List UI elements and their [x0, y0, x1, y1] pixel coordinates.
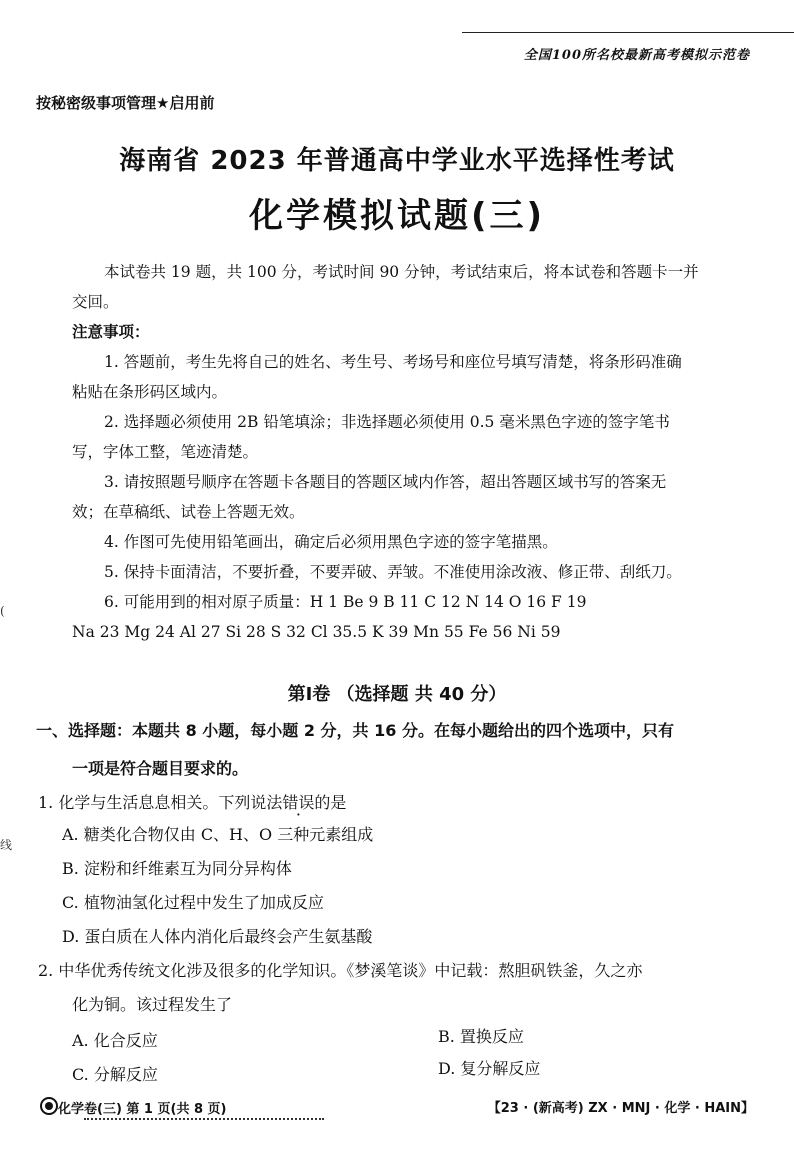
- question-1-option-d: D. 蛋白质在人体内消化后最终会产生氨基酸: [62, 927, 373, 946]
- question-1-stem-pre: 1. 化学与生活息息相关。下列说法: [38, 793, 283, 812]
- question-1-stem-emphasis: 错误: [282, 793, 315, 812]
- instruction-line-1: 一、选择题：本题共 8 小题，每小题 2 分，共 16 分。在每小题给出的四个选项中，只有: [36, 721, 674, 740]
- note-line: 1. 答题前，考生先将自己的姓名、考生号、考场号和座位号填写清楚，将条形码准确: [104, 353, 682, 371]
- note-line: Na 23 Mg 24 Al 27 Si 28 S 32 Cl 35.5 K 39 Mn 55 Fe 56 Ni 59: [72, 623, 561, 641]
- question-2-option-a: A. 化合反应: [72, 1031, 158, 1050]
- instruction-line-2: 一项是符合题目要求的。: [72, 759, 249, 778]
- question-2-stem-line-1: 2. 中华优秀传统文化涉及很多的化学知识。《梦溪笔谈》中记载：熬胆矾铁釜，久之亦: [38, 961, 643, 980]
- note-line: 6. 可能用到的相对原子质量：H 1 Be 9 B 11 C 12 N 14 O 16 F 19: [104, 593, 587, 611]
- question-1-option-a: A. 糖类化合物仅由 C、H、O 三种元素组成: [62, 825, 374, 844]
- note-line: 写，字体工整，笔迹清楚。: [72, 443, 259, 461]
- exam-title: 海南省 2023 年普通高中学业水平选择性考试: [119, 146, 675, 176]
- question-1-stem: [38, 790, 346, 813]
- question-1-option-b: B. 淀粉和纤维素互为同分异构体: [62, 859, 292, 878]
- note-line: 2. 选择题必须使用 2B 铅笔填涂；非选择题必须使用 0.5 毫米黑色字迹的签字笔书: [104, 413, 670, 431]
- binding-margin-mark: 线: [0, 838, 13, 852]
- question-2-option-c: C. 分解反应: [72, 1065, 158, 1084]
- intro-line-1: 本试卷共 19 题，共 100 分，考试时间 90 分钟，考试结束后，将本试卷和答题卡一并: [104, 263, 699, 281]
- series-banner: 全国100所名校最新高考模拟示范卷: [523, 48, 750, 63]
- secret-label: 按秘密级事项管理★启用前: [36, 94, 215, 112]
- question-2-stem-line-2: 化为铜。该过程发生了: [72, 995, 233, 1014]
- binding-margin-mark: (: [0, 604, 5, 618]
- question-2-option-b: B. 置换反应: [438, 1027, 524, 1046]
- header-rule: [462, 32, 794, 33]
- question-1-stem-post: 的是: [314, 793, 347, 812]
- note-line: 4. 作图可先使用铅笔画出，确定后必须用黑色字迹的签字笔描黑。: [104, 533, 558, 551]
- footer-code: 【23 · (新高考) ZX · MNJ · 化学 · HAIN】: [487, 1101, 754, 1116]
- notes-heading: 注意事项：: [72, 323, 150, 341]
- footer-page-info: 化学卷(三) 第 1 页(共 8 页): [58, 1102, 227, 1117]
- note-line: 3. 请按照题号顺序在答题卡各题目的答题区域内作答，超出答题区域书写的答案无: [104, 473, 667, 491]
- question-2-option-d: D. 复分解反应: [438, 1059, 541, 1078]
- note-line: 效；在草稿纸、试卷上答题无效。: [72, 503, 305, 521]
- page-badge-icon: [40, 1097, 58, 1115]
- paper-title: 化学模拟试题(三): [248, 196, 546, 236]
- question-1-option-c: C. 植物油氢化过程中发生了加成反应: [62, 893, 324, 912]
- note-line: 5. 保持卡面清洁，不要折叠，不要弄破、弄皱。不准使用涂改液、修正带、刮纸刀。: [104, 563, 682, 581]
- section-title: 第Ⅰ卷 （选择题 共 40 分）: [287, 684, 507, 705]
- intro-line-2: 交回。: [72, 293, 119, 311]
- note-line: 粘贴在条形码区域内。: [72, 383, 228, 401]
- footer-wave-underline: [84, 1114, 324, 1120]
